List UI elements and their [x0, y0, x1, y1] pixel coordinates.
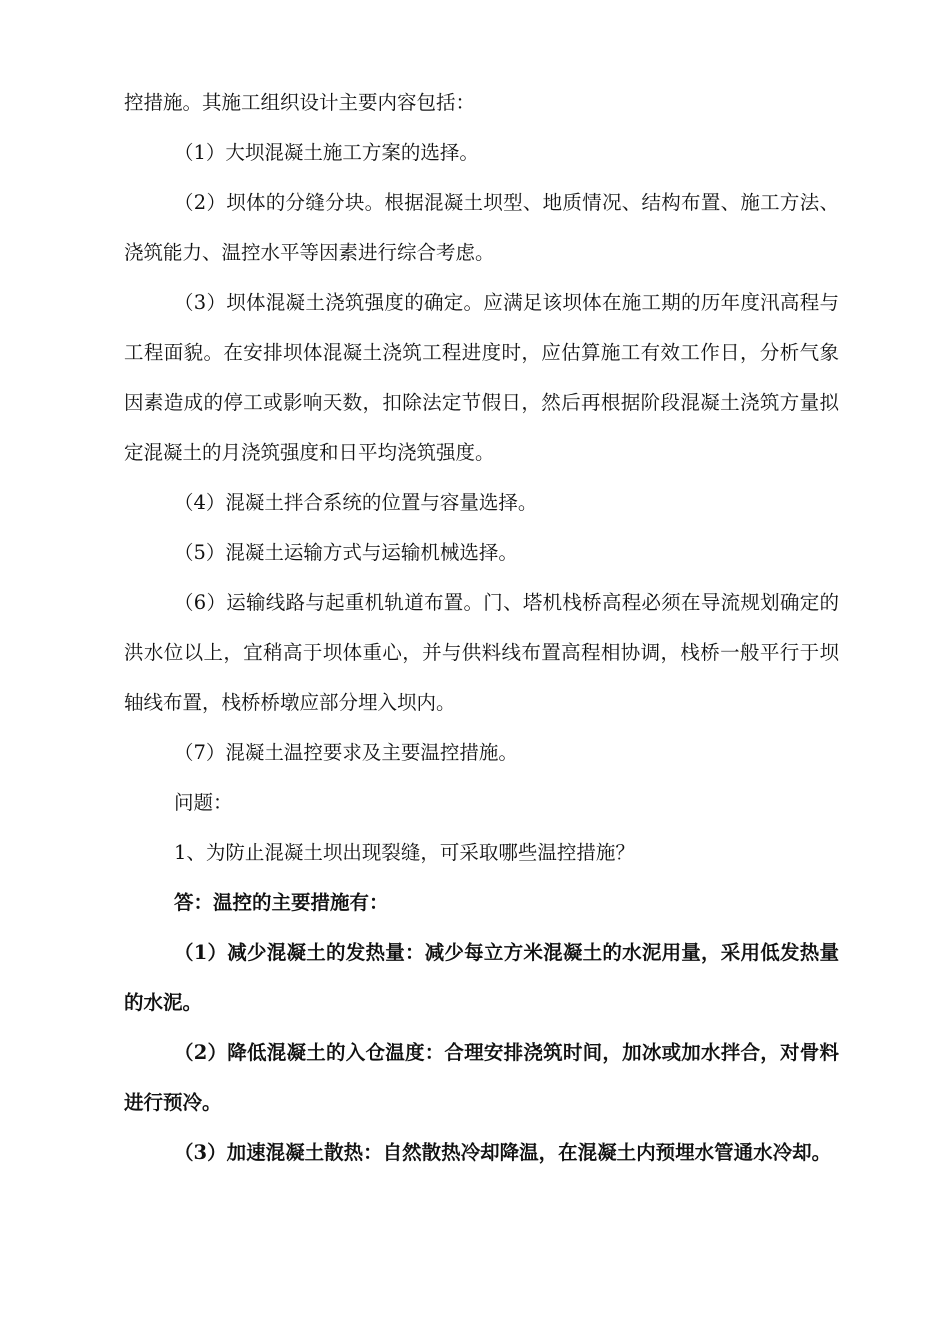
paragraph-item-4: （4）混凝土拌合系统的位置与容量选择。	[174, 491, 538, 514]
question-heading: 问题：	[174, 791, 233, 814]
paragraph-item-2: （2）坝体的分缝分块。根据混凝土坝型、地质情况、结构布置、施工方法、浇筑能力、温控水平等因素进行综合考虑。	[124, 191, 839, 264]
answer-heading: 答：温控的主要措施有：	[174, 891, 389, 914]
answer-item-1: （1）减少混凝土的发热量：减少每立方米混凝土的水泥用量，采用低发热量的水泥。	[124, 941, 839, 1014]
paragraph-item-3: （3）坝体混凝土浇筑强度的确定。应满足该坝体在施工期的历年度汛高程与工程面貌。在安排坝体混凝土浇筑工程进度时，应估算施工有效工作日，分析气象因素造成的停工或影响天数，扣除法定节假日，然后再根据阶段混凝土浇筑方量拟定混凝土的月浇筑强度和日平均浇筑强度。	[124, 291, 839, 464]
answer-item-3: （3）加速混凝土散热：自然散热冷却降温，在混凝土内预埋水管通水冷却。	[174, 1141, 832, 1164]
document-body	[124, 78, 839, 1178]
answer-item-2: （2）降低混凝土的入仓温度：合理安排浇筑时间，加冰或加水拌合，对骨料进行预冷。	[124, 1041, 839, 1114]
paragraph-item-1: （1）大坝混凝土施工方案的选择。	[174, 141, 479, 164]
paragraph-item-7: （7）混凝土温控要求及主要温控措施。	[174, 741, 518, 764]
paragraph-intro: 控措施。其施工组织设计主要内容包括：	[124, 91, 476, 114]
paragraph-item-5: （5）混凝土运输方式与运输机械选择。	[174, 541, 518, 564]
paragraph-item-6: （6）运输线路与起重机轨道布置。门、塔机栈桥高程必须在导流规划确定的洪水位以上，宜稍高于坝体重心，并与供料线布置高程相协调，栈桥一般平行于坝轴线布置，栈桥桥墩应部分埋入坝内。	[124, 591, 839, 714]
question-1: 1、为防止混凝土坝出现裂缝，可采取哪些温控措施？	[174, 841, 635, 864]
